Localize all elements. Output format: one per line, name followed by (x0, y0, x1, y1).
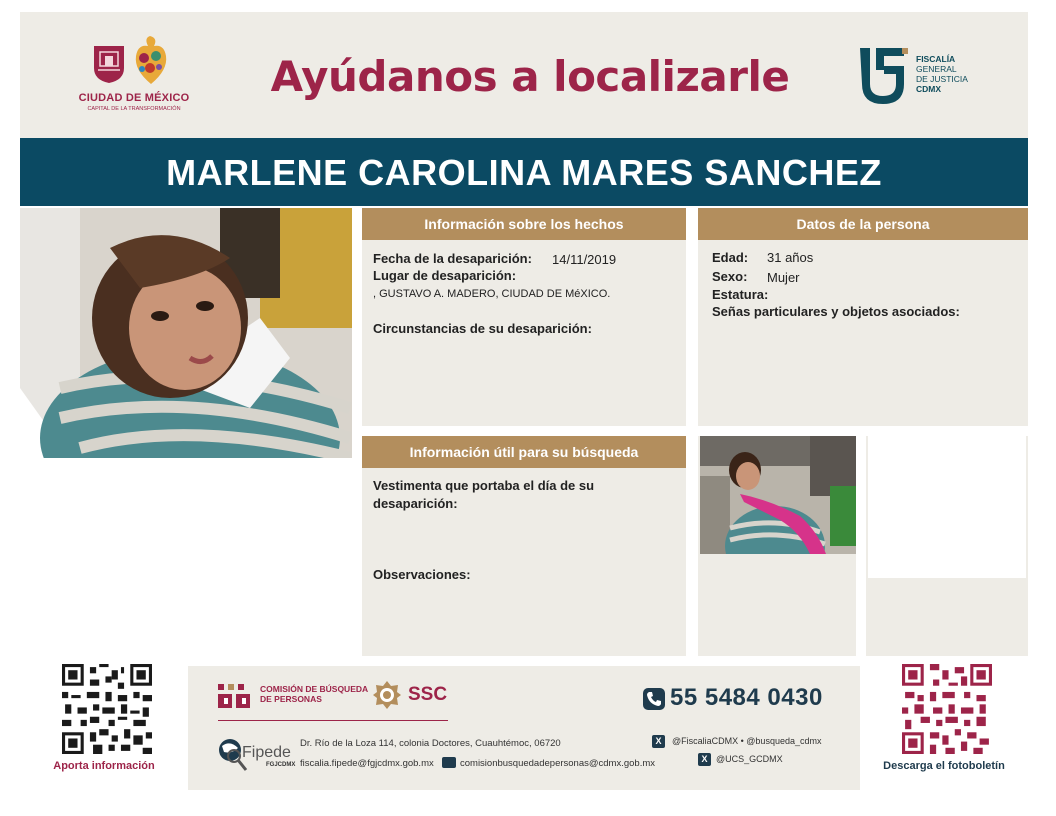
name-bar (20, 138, 1028, 206)
footer-contact-box (188, 666, 860, 790)
fgj-line2: GENERAL (916, 64, 957, 74)
person-name: MARLENE CAROLINA MARES SANCHEZ (166, 152, 882, 193)
cdmx-heart-icon (132, 34, 170, 86)
edad-label: Edad: (712, 250, 749, 265)
edad-value: 31 años (767, 250, 814, 265)
person-photo-image (20, 208, 352, 458)
email-fipede[interactable]: fiscalia.fipede@fgjcdmx.gob.mx (300, 758, 434, 769)
comision-logo-icon (218, 684, 254, 710)
cdmx-logo (78, 34, 190, 124)
empty-photo-slot (868, 436, 1026, 578)
util-panel (362, 436, 686, 656)
cdmx-shield-icon (92, 44, 126, 84)
datos-panel (698, 208, 1028, 426)
secondary-photo-image (700, 436, 856, 554)
qr-left-caption: Aporta información (53, 760, 155, 772)
phone-icon (643, 688, 665, 710)
qr-descarga[interactable] (880, 664, 1008, 776)
photo2-panel (698, 436, 856, 656)
lugar-value: , GUSTAVO A. MADERO, CIUDAD DE MéXICO. (373, 288, 611, 300)
qr-code-icon[interactable] (62, 664, 152, 754)
header-banner (20, 12, 1028, 138)
sexo-value: Mujer (767, 270, 800, 285)
cdmx-name: CIUDAD DE MÉXICO (78, 92, 190, 104)
circunstancias-label: Circunstancias de su desaparición: (373, 321, 592, 336)
fgj-line1: FISCALÍA (916, 54, 956, 64)
social-handles-2[interactable]: @UCS_GCDMX (716, 754, 783, 764)
separator-line (218, 720, 448, 721)
fgj-text (916, 54, 968, 94)
comision-line2: DE PERSONAS (260, 694, 322, 704)
senas-label: Señas particulares y objetos asociados: (712, 304, 960, 319)
datos-heading: Datos de la persona (698, 208, 1028, 240)
fecha-label: Fecha de la desaparición: (373, 251, 532, 266)
vestimenta-label-1: Vestimenta que portaba el día de su (373, 478, 595, 493)
phone-number[interactable]: 55 5484 0430 (670, 684, 823, 711)
vestimenta-label-2: desaparición: (373, 496, 458, 511)
fgj-line3: DE JUSTICIA (916, 74, 968, 84)
comision-text (260, 684, 368, 704)
lugar-label: Lugar de desaparición: (373, 268, 517, 283)
cdmx-subtitle: CAPITAL DE LA TRANSFORMACIÓN (87, 106, 181, 112)
email-comision[interactable]: comisionbusquedadepersonas@cdmx.gob.mx (460, 758, 656, 769)
fecha-value: 14/11/2019 (552, 252, 617, 267)
qr-aporta[interactable] (52, 664, 156, 776)
observaciones-label: Observaciones: (373, 567, 471, 582)
secondary-photo (700, 436, 856, 554)
x-social-icon: X (652, 735, 665, 748)
ssc-text: SSC (408, 684, 448, 705)
comision-line1: COMISIÓN DE BÚSQUEDA (260, 684, 369, 694)
fipede-sub: FGJCDMX (266, 762, 296, 768)
photo3-panel (866, 436, 1028, 656)
hechos-panel (362, 208, 686, 426)
mail-icon (442, 757, 456, 768)
person-photo (20, 208, 352, 458)
hechos-heading: Información sobre los hechos (362, 208, 686, 240)
sexo-label: Sexo: (712, 269, 748, 284)
fgj-line4: CDMX (916, 84, 942, 94)
util-heading: Información útil para su búsqueda (362, 436, 686, 468)
x-social-icon-2: X (698, 753, 711, 766)
qr-right-caption: Descarga el fotoboletín (883, 760, 1005, 772)
fipede-text: Fipede (242, 744, 291, 761)
fgj-logo (856, 44, 1006, 114)
fgj-mark-icon (856, 44, 910, 106)
estatura-label: Estatura: (712, 287, 769, 302)
page-title: Ayúdanos a localizarle (270, 52, 790, 101)
ssc-badge-icon (372, 680, 402, 710)
qr-code-download-icon[interactable] (902, 664, 992, 754)
social-handles-1[interactable]: @FiscaliaCDMX • @busqueda_cdmx (672, 736, 822, 746)
address-text: Dr. Río de la Loza 114, colonia Doctores, Cuauhtémoc, 06720 (300, 738, 561, 749)
